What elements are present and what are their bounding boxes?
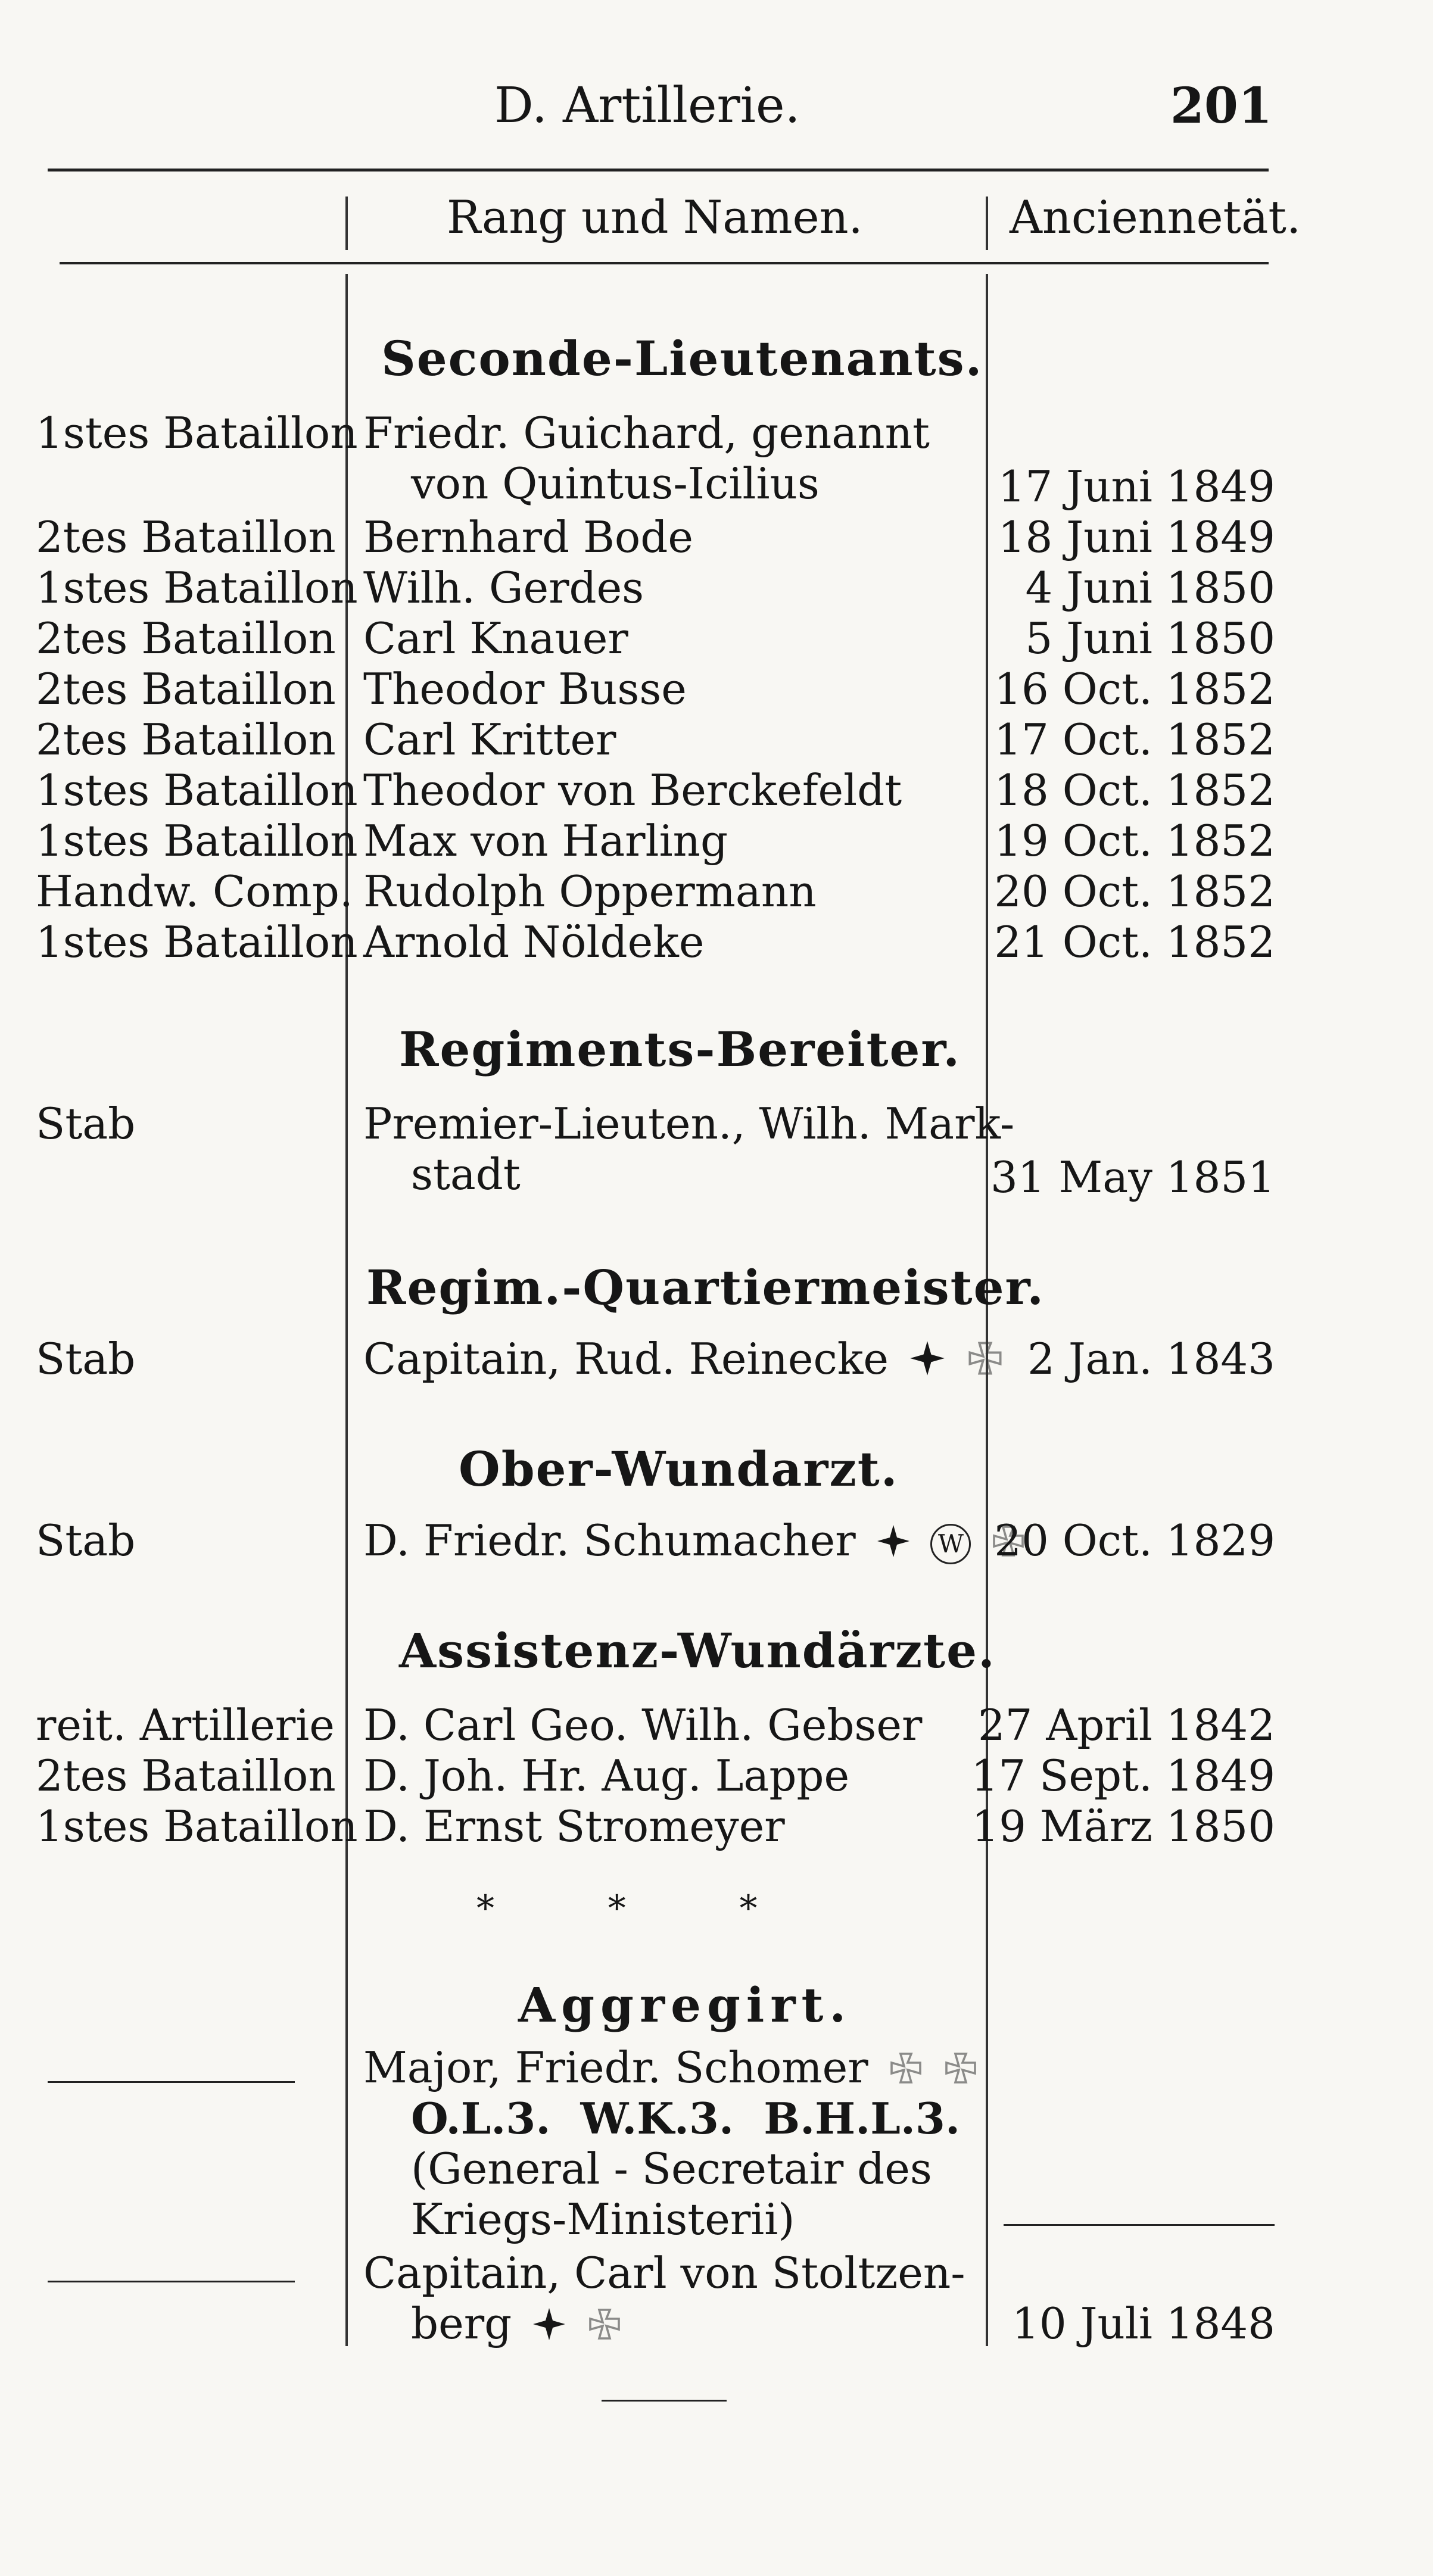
row-name: Carl Knauer [363, 613, 628, 663]
section-title-quartiermeister: Regim.-Quartiermeister. [366, 1259, 1045, 1315]
row-unit: 2tes Bataillon [36, 664, 336, 714]
section-title: Artillerie. [562, 77, 800, 134]
w-medal-icon [930, 1524, 971, 1564]
row-date: 27 April 1842 [977, 1700, 1275, 1750]
row-name: D. Friedr. Schumacher [363, 1515, 856, 1565]
row-unit: Stab [36, 1515, 136, 1565]
row-date: 17 Juni 1849 [998, 461, 1275, 512]
section-title-seconde-lieutenants: Seconde-Lieutenants. [381, 330, 983, 386]
row-date: 4 Juni 1850 [1025, 563, 1275, 613]
outlined-cross-icon [888, 2046, 924, 2096]
cross-pattee-icon [908, 1337, 946, 1387]
outlined-cross-icon [587, 2302, 622, 2352]
header-rule [48, 169, 1269, 171]
row-unit: reit. Artillerie [36, 1700, 335, 1750]
row-name: Premier-Lieuten., Wilh. Mark- [363, 1099, 1015, 1149]
row-date: 21 Oct. 1852 [994, 917, 1275, 967]
row-name-continued: berg [411, 2299, 512, 2349]
row-name: Wilh. Gerdes [363, 563, 644, 613]
row-date: 18 Juni 1849 [998, 512, 1275, 562]
row-date: 19 März 1850 [971, 1801, 1275, 1851]
row-unit: 2tes Bataillon [36, 1751, 336, 1801]
row-unit: 2tes Bataillon [36, 512, 336, 562]
row-name: Capitain, Rud. Reinecke [363, 1334, 889, 1384]
row-name-with-icons [363, 1515, 1026, 1569]
cross-pattee-icon [876, 1519, 911, 1569]
column-header-seniority: Anciennetät. [1010, 191, 1301, 244]
footer-rule [602, 2400, 727, 2402]
row-name-continued: Kriegs-Ministerii) [411, 2194, 795, 2244]
row-name: Friedr. Guichard, genannt [363, 408, 930, 458]
page-number: 201 [1170, 77, 1272, 135]
row-name-continued: (General - Secretair des [411, 2144, 932, 2194]
row-unit: 1stes Bataillon [36, 563, 358, 613]
row-unit: 1stes Bataillon [36, 765, 358, 815]
row-orders: O.L.3. W.K.3. B.H.L.3. [411, 2093, 961, 2144]
row-date: 10 Juli 1848 [1012, 2299, 1275, 2349]
row-date: 5 Juni 1850 [1025, 613, 1275, 663]
left-blank-rule [48, 2281, 295, 2282]
row-date: 20 Oct. 1829 [994, 1515, 1275, 1565]
row-unit: 1stes Bataillon [36, 917, 358, 967]
row-date: 17 Oct. 1852 [994, 715, 1275, 765]
row-name: Rudolph Oppermann [363, 866, 817, 916]
row-unit: 1stes Bataillon [36, 816, 358, 866]
row-name: Carl Kritter [363, 715, 616, 765]
cross-pattee-icon [531, 2302, 567, 2352]
row-name-with-icons [363, 1334, 1004, 1387]
row-date: 19 Oct. 1852 [994, 816, 1275, 866]
row-date: 31 May 1851 [990, 1152, 1275, 1202]
row-unit: Stab [36, 1099, 136, 1149]
row-name: Theodor Busse [363, 664, 687, 714]
outlined-cross-icon [943, 2046, 979, 2096]
row-name: Max von Harling [363, 816, 728, 866]
asterisk-separator: * * * [476, 1888, 758, 1929]
w-medal-letter: W [937, 1529, 964, 1558]
header-column-divider-right [986, 197, 988, 250]
column-header-rule [60, 262, 1269, 264]
date-column-rule [1004, 2224, 1275, 2226]
row-unit: 2tes Bataillon [36, 613, 336, 663]
row-unit: 1stes Bataillon [36, 1801, 358, 1851]
row-name: Capitain, Carl von Stoltzen- [363, 2248, 965, 2298]
row-name: Major, Friedr. Schomer [363, 2042, 868, 2092]
section-title-assistenz-wundaerzte: Assistenz-Wundärzte. [399, 1623, 996, 1679]
row-name: D. Ernst Stromeyer [363, 1801, 785, 1851]
row-name-continued: stadt [411, 1149, 521, 1199]
row-date: 2 Jan. 1843 [1027, 1334, 1275, 1384]
outlined-cross-icon [966, 1337, 1004, 1387]
header-column-divider-left [345, 197, 348, 250]
row-name-continued: von Quintus-Icilius [411, 459, 820, 509]
row-name-with-icons [411, 2299, 622, 2352]
row-unit: Stab [36, 1334, 136, 1384]
column-header-rank-names: Rang und Namen. [447, 191, 863, 244]
row-date: 16 Oct. 1852 [994, 664, 1275, 714]
row-unit: 1stes Bataillon [36, 408, 358, 458]
row-name: D. Carl Geo. Wilh. Gebser [363, 1700, 923, 1750]
section-title-aggregirt: Aggregirt. [518, 1977, 852, 2033]
left-blank-rule [48, 2081, 295, 2083]
page-header-title [494, 77, 800, 134]
row-name: Arnold Nöldeke [363, 917, 705, 967]
row-name: Bernhard Bode [363, 512, 693, 562]
row-unit: Handw. Comp. [36, 866, 353, 916]
section-title-ober-wundarzt: Ober-Wundarzt. [459, 1441, 899, 1497]
row-date: 18 Oct. 1852 [994, 765, 1275, 815]
row-name: Theodor von Berckefeldt [363, 765, 902, 815]
row-unit: 2tes Bataillon [36, 715, 336, 765]
section-letter: D. [494, 77, 547, 134]
row-date: 17 Sept. 1849 [971, 1751, 1275, 1801]
row-name-with-icons [363, 2042, 979, 2096]
row-name: D. Joh. Hr. Aug. Lappe [363, 1751, 850, 1801]
row-date: 20 Oct. 1852 [994, 866, 1275, 916]
section-title-regiments-bereiter: Regiments-Bereiter. [399, 1021, 961, 1077]
